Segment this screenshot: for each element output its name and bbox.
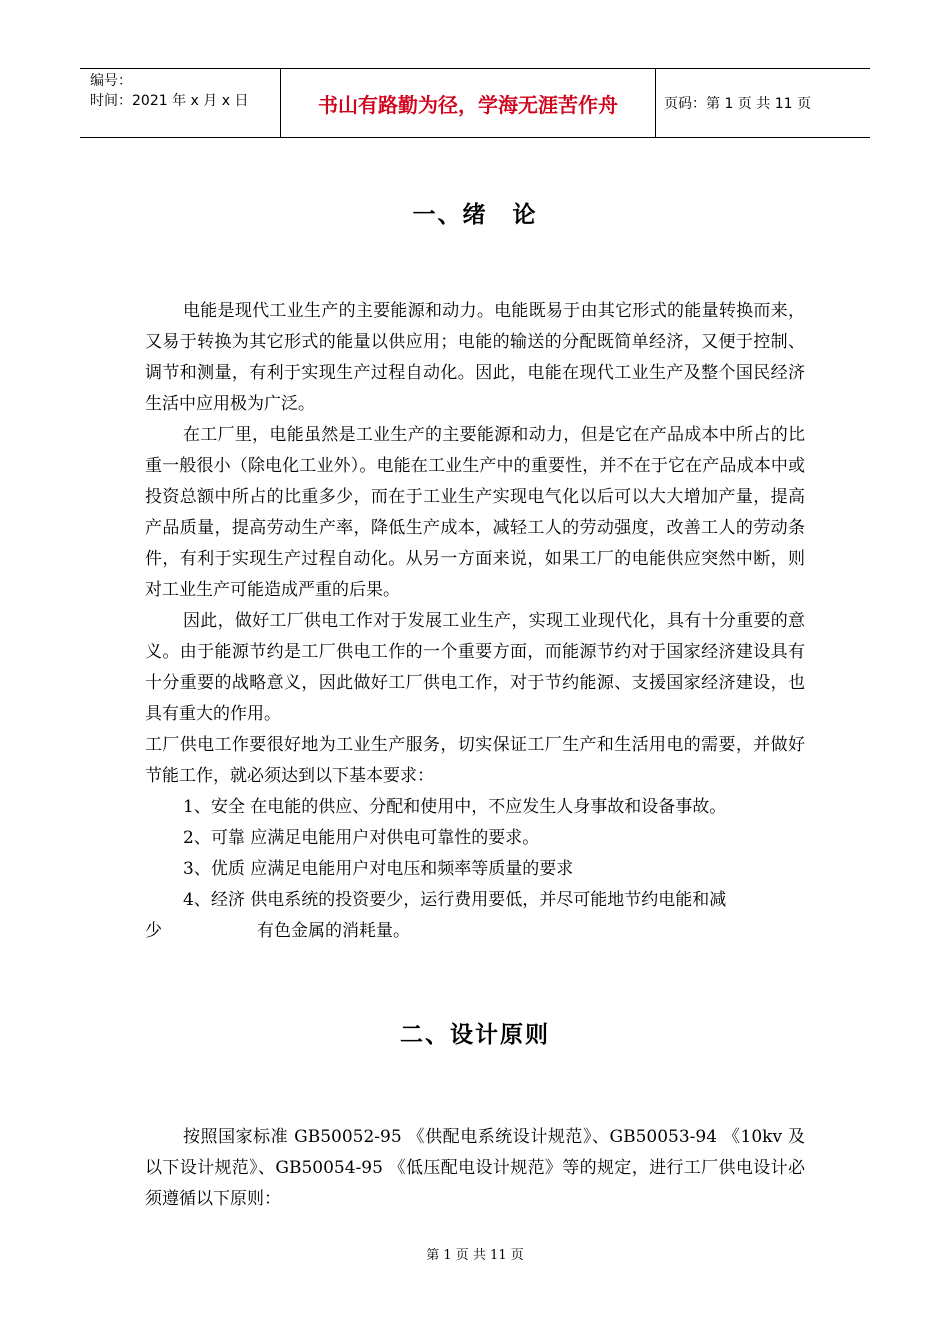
section-heading-design-principles: 二、设计原则 — [400, 1022, 550, 1048]
paragraph: 电能是现代工业生产的主要能源和动力。电能既易于由其它形式的能量转换而来，又易于转换为其它形式的能量以供应用；电能的输送的分配既简单经济，又便于控制、调节和测量，有利于实现生产过程自动化。因此，电能在现代工业生产及整个国民经济生活中应用极为广泛。 — [145, 301, 805, 414]
requirement-item: 3、优质 应满足电能用户对电压和频率等质量的要求 — [183, 859, 574, 879]
paragraph: 工厂供电工作要很好地为工业生产服务，切实保证工厂生产和生活用电的需要，并做好节能工作，就必须达到以下基本要求： — [145, 735, 805, 786]
requirement-item: 4、经济 供电系统的投资要少，运行费用要低，并尽可能地节约电能和减 — [183, 890, 727, 910]
page-footer: 第 1 页 共 11 页 — [426, 1248, 524, 1263]
header-meta — [80, 69, 280, 137]
paragraph: 在工厂里，电能虽然是工业生产的主要能源和动力，但是它在产品成本中所占的比重一般很小（除电化工业外）。电能在工业生产中的重要性，并不在于它在产品成本中或投资总额中所占的比重多少，而在于工业生产实现电气化以后可以大大增加产量，提高产品质量，提高劳动生产率，降低生产成本，减轻工人的劳动强度，改善工人的劳动条件，有利于实现生产过程自动化。从另一方面来说，如果工厂的电能供应突然中断，则对工业生产可能造成严重的后果。 — [145, 425, 805, 600]
requirement-item: 1、安全 在电能的供应、分配和使用中，不应发生人身事故和设备事故。 — [183, 797, 727, 817]
section-body-design-principles — [145, 1122, 805, 1215]
paragraph: 按照国家标准 GB50052-95 《供配电系统设计规范》、GB50053-94 《10kv 及以下设计规范》、GB50054-95 《低压配电设计规范》等的规定，进行工厂供电设计必须遵循以下原则： — [145, 1127, 805, 1209]
document-number-label: 编号： — [90, 73, 132, 89]
header-page-info: 页码：第 1 页 共 11 页 — [664, 96, 811, 112]
section-body-introduction — [145, 296, 805, 947]
document-date: 时间：2021 年 x 月 x 日 — [90, 93, 249, 109]
requirement-continuation-end: 有色金属的消耗量。 — [257, 921, 410, 941]
header-motto: 书山有路勤为径，学海无涯苦作舟 — [280, 69, 656, 137]
requirement-continuation — [145, 916, 805, 947]
requirement-item: 2、可靠 应满足电能用户对供电可靠性的要求。 — [183, 828, 540, 848]
section-heading-introduction: 一、绪 论 — [412, 202, 538, 228]
requirement-continuation-start: 少 — [145, 921, 162, 941]
page-header — [80, 68, 870, 138]
paragraph: 因此，做好工厂供电工作对于发展工业生产，实现工业现代化，具有十分重要的意义。由于能源节约是工厂供电工作的一个重要方面，而能源节约对于国家经济建设具有十分重要的战略意义，因此做好工厂供电工作，对于节约能源、支援国家经济建设，也具有重大的作用。 — [145, 611, 805, 724]
